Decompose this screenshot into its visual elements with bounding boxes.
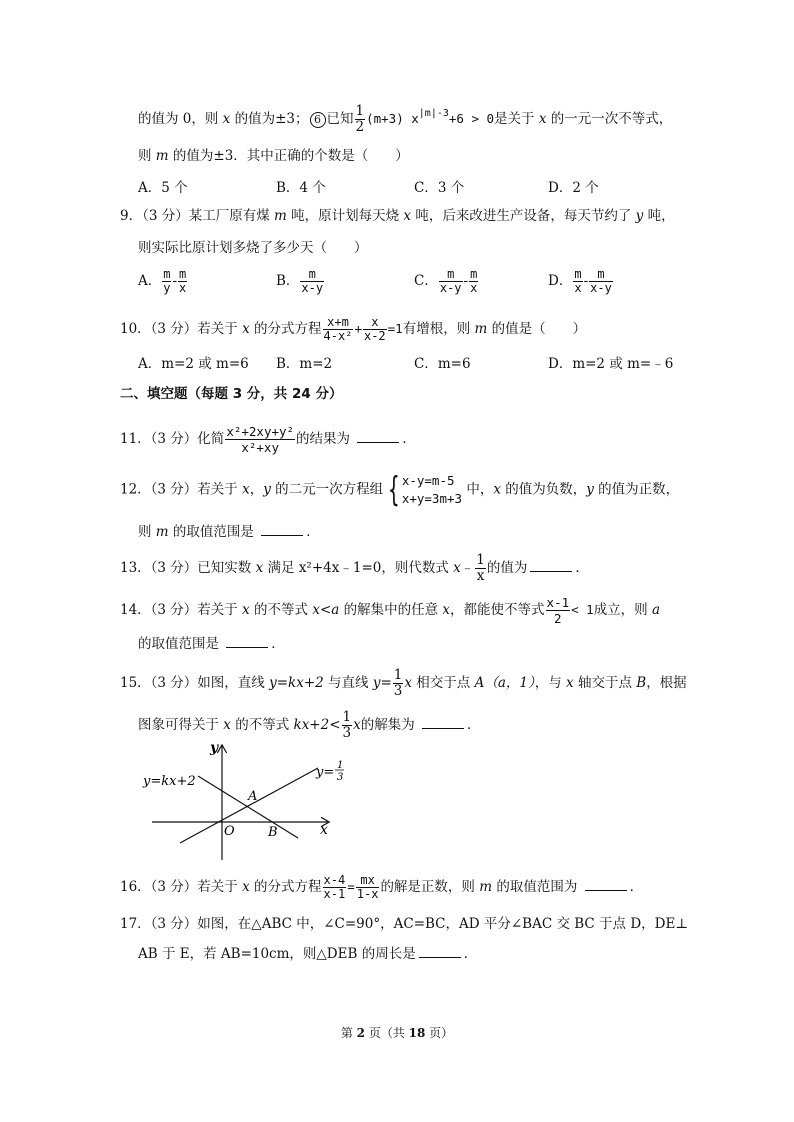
q9-stem-line2: 则实际比原计划多烧了多少天（ ）	[138, 240, 368, 256]
q8-option-b[interactable]: B．4 个	[276, 180, 326, 196]
q9-option-a[interactable]: A． $\frac{m}{y}$ - $\frac{m}{x}$	[138, 267, 187, 295]
answer-blank[interactable]	[226, 635, 268, 648]
q10-option-c[interactable]: C．m=6	[414, 356, 471, 372]
brace-icon: {	[388, 470, 400, 510]
label-line2-num: 1	[337, 760, 344, 771]
q8-line2: 则 m 的值为±3．其中正确的个数是（ ）	[138, 148, 409, 164]
q9-stem: 9．（3 分）某工厂原有煤 m 吨，原计划每天烧 x 吨，后来改进生产设备，每天节约了 y 吨，	[120, 208, 675, 224]
label-line2-den: 3	[337, 772, 344, 783]
label-line1: y=kx+2	[143, 774, 196, 789]
q15-line2: 图象可得关于 x 的不等式 kx+2< $\frac{1}{3}$ x的解集为 ．	[138, 709, 481, 741]
q15-graph	[140, 738, 350, 866]
fraction: $\frac{1}{2}$	[355, 103, 365, 135]
line-kx-plus-2	[198, 776, 298, 838]
answer-blank[interactable]	[530, 559, 572, 572]
q14-line2: 的取值范围是 ．	[138, 636, 285, 652]
q9-option-d[interactable]: D． $\frac{m}{x}$ - $\frac{m}{x-y}$	[548, 267, 612, 295]
q8-option-a[interactable]: A．5 个	[138, 180, 188, 196]
q8-option-d[interactable]: D．2 个	[548, 180, 599, 196]
section-heading: 二、填空题（每题 3 分，共 24 分）	[120, 386, 343, 402]
equation-system: x-y=m-5 x+y=3m+3	[401, 473, 463, 506]
q11-stem: 11．（3 分）化简 $\frac{\text{x²+2xy+y²}}{\text{x²+xy}}$ 的结果为 ．	[120, 424, 416, 455]
q12-stem: 12．（3 分）若关于 x，y 的二元一次方程组 { x-y=m-5 x+y=3m+3 中，x 的值为负数，y 的值为正数，	[120, 470, 680, 510]
q10-option-d[interactable]: D．m=2 或 m=﹣6	[548, 356, 674, 372]
answer-blank[interactable]	[261, 523, 303, 536]
q17-line2: AB 于 E，若 AB=10cm，则△DEB 的周长是 ．	[138, 946, 478, 962]
q12-line2: 则 m 的取值范围是 ．	[138, 524, 320, 540]
label-point-b: B	[268, 825, 278, 840]
page-footer: 第 2 页（共 18 页）	[340, 1026, 454, 1040]
label-x: x	[320, 822, 328, 838]
answer-blank[interactable]	[585, 878, 627, 891]
q10-option-a[interactable]: A．m=2 或 m=6	[138, 356, 249, 372]
q14-stem: 14．（3 分）若关于 x 的不等式 x<a 的解集中的任意 x，都能使不等式 $\frac{x-1}{2}$ < 1成立，则 a	[120, 595, 661, 626]
label-origin: O	[224, 824, 235, 839]
answer-blank[interactable]	[419, 945, 461, 958]
q9-option-b[interactable]: B． $\frac{m}{x-y}$	[276, 267, 324, 295]
answer-blank[interactable]	[422, 716, 464, 729]
q9-option-c[interactable]: C． $\frac{m}{x-y}$ - $\frac{m}{x}$	[414, 267, 478, 295]
q15-stem: 15．（3 分）如图，直线 y=kx+2 与直线 y= $\frac{1}{3}$ x 相交于点 A（a，1），与 x 轴交于点 B，根据	[120, 667, 687, 699]
label-point-a: A	[248, 789, 258, 804]
q10-option-b[interactable]: B．m=2	[276, 356, 333, 372]
q17-stem: 17．（3 分）如图，在△ABC 中，∠C=90°，AC=BC，AD 平分∠BAC 交 BC 于点 D，DE⊥	[120, 916, 689, 932]
q16-stem: 16．（3 分）若关于 x 的分式方程 $\frac{x-4}{x-1}$ = $\frac{mx}{1-x}$ 的解是正数，则 m 的取值范围为 ．	[120, 873, 644, 901]
line-one-third-x	[180, 768, 318, 843]
circled-number: 6	[310, 112, 326, 128]
label-line2-prefix: y=	[316, 765, 335, 780]
q8-option-c[interactable]: C．3 个	[414, 180, 465, 196]
answer-blank[interactable]	[357, 430, 399, 443]
label-y: y	[210, 740, 219, 756]
q10-stem: 10．（3 分）若关于 x 的分式方程 $\frac{x+m}{\text{4-x²}}$ + $\frac{x}{x-2}$ =1有增根，则 m 的值是（ ）	[120, 315, 587, 343]
q8-line1: 的值为 0，则 x 的值为±3； 6 已知 $\frac{1}{2}$ (m+3) $x^{|m|-3}+6 > 0$是关于 x 的一元一次不等式，	[138, 103, 673, 135]
q13-stem: 13．（3 分）已知实数 x 满足 x²+4x﹣1=0，则代数式 x﹣ $\frac{1}{x}$ 的值为 ．	[120, 552, 589, 584]
